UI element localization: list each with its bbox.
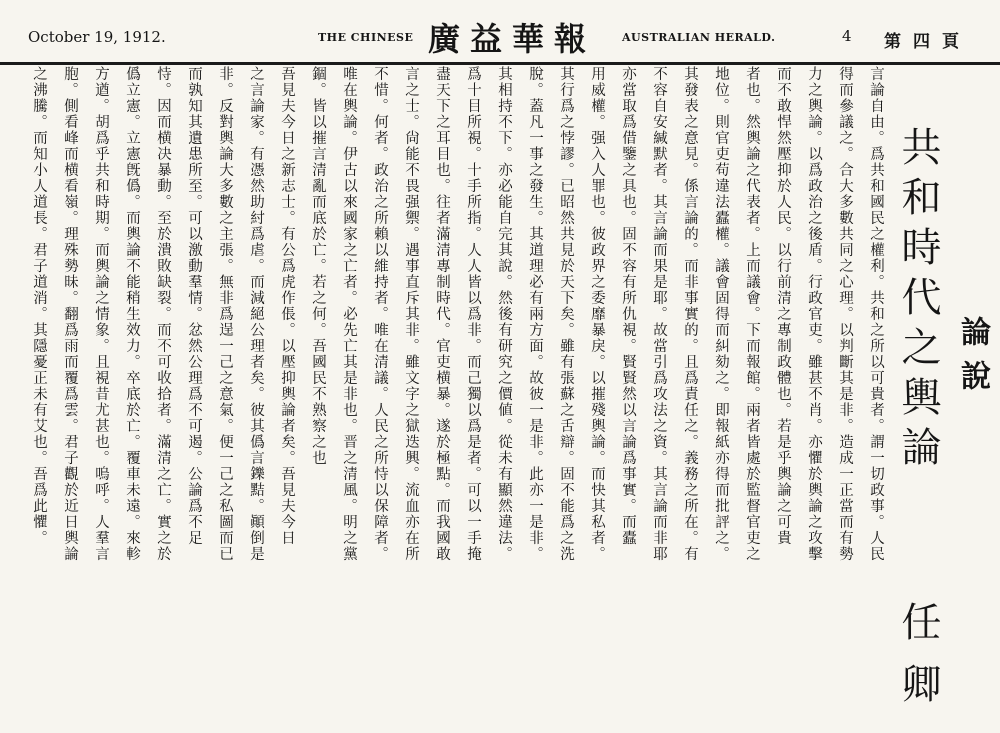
text-column: 其行爲之悖謬。已昭然共見於天下矣。雖有張蘇之舌辯。固不能爲之洗: [558, 66, 574, 562]
text-column: 其相持不下。亦必能自完其說。然後有研究之價値。從未有顯然違法。: [496, 66, 512, 562]
masthead: [0, 0, 1000, 65]
text-column: 之言論家。有憑然助紂爲虐。而減絕公理者矣。彼其僞言鑠黠。顚倒是: [248, 66, 264, 562]
article-author: 任卿: [895, 601, 941, 725]
page-number: 4: [842, 27, 852, 45]
text-column: 力之輿論。以爲政治之後盾。行政官吏。雖甚不肖。亦懼於輿論之攻擊: [806, 66, 822, 562]
text-column: 而孰知其遺患所至。可以激動羣情。忿然公理爲不可遏。公論爲不足: [186, 66, 202, 546]
text-column: 方遒。胡爲乎共和時期。而輿論之情象。且視昔尤甚也。嗚呼。人羣言: [93, 66, 109, 562]
text-column: 吾見夫今日之新志士。有公爲虎作倀。以壓抑輿論者矣。吾見夫今日: [279, 66, 295, 546]
text-column: 錮。皆以摧言清亂而底於亡。若之何。吾國民不熟察之也: [310, 66, 326, 466]
article-headline: 共和時代之輿論: [895, 126, 941, 476]
text-column: 亦當取爲借鑒之具也。固不容有所仇視。賢賢然以言論爲事實。而蠹: [620, 66, 636, 546]
text-column: 不惜。何者。政治之所賴以維持者。唯在清議。人民之所恃以保障者。: [372, 66, 388, 562]
english-title-left: THE CHINESE: [318, 31, 414, 44]
text-column: 言之士。尙能不畏强禦。遇事直斥其非。雖文字之獄迭興。流血亦在所: [403, 66, 419, 562]
issue-date: October 19, 1912.: [28, 28, 166, 46]
section-label: 論說: [955, 316, 990, 404]
text-column: 非。反對輿論大多數之主張。無非爲逞一己之意氣。便一己之私圖而已: [217, 66, 233, 562]
english-title-right: AUSTRALIAN HERALD.: [622, 31, 776, 44]
editorial-article: [0, 66, 1000, 733]
text-column: 唯在輿論。伊古以來國家之亡者。必先亡其是非也。晋之清風。明之黨: [341, 66, 357, 562]
text-column: 盡天下之耳目也。往者滿清專制時代。官吏横暴。遂於極點。而我國敢: [434, 66, 450, 562]
text-column: 得而參議之。合大多數共同之心理。以判斷其是非。造成一正當而有勢: [837, 66, 853, 562]
newspaper-title: 廣益華報: [428, 20, 597, 58]
text-column: 之沸騰。而知小人道長。君子道消。其隱憂正未有艾也。吾爲此懼。: [31, 66, 47, 546]
text-column: 僞立憲。立憲旣僞。而輿論不能稍生效力。卒底於亡。覆車未遠。來軫: [124, 66, 140, 562]
text-column: 地位。則官吏苟違法蠹權。議會固得而糾劾之。即報紙亦得而批評之。: [713, 66, 729, 562]
text-column: 而不敢悍然壓抑於人民。以行前清之專制政體也。若是乎輿論之可貴: [775, 66, 791, 546]
text-column: 其發表之意見。係言論的。而非事實的。且爲責任之。義務之所在。有: [682, 66, 698, 562]
text-column: 不容自安緘默者。其言論而果是耶。故當引爲攻法之資。其言論而非耶: [651, 66, 667, 562]
text-column: 恃。因而横决暴動。至於潰敗缺裂。而不可收拾者。滿清之亡。實之於: [155, 66, 171, 562]
text-column: 爲十目所視。十手所指。人人皆以爲非。而己獨以爲是者。可以一手掩: [465, 66, 481, 562]
text-column: 者也。然輿論之代表者。上而議會。下而報館。兩者皆處於監督官吏之: [744, 66, 760, 562]
page-label-chinese: 第四頁: [884, 32, 971, 52]
text-column: 言論自由。爲共和國民之權利。共和之所以可貴者。謂一切政事。人民: [868, 66, 884, 562]
text-column: 胞。側看峰而横看嶺。理殊勢昧。翻爲雨而覆爲雲。君子觀於近日輿論: [62, 66, 78, 562]
text-column: 脫。蓋凡一事之發生。其道理必有兩方面。故彼一是非。此亦一是非。: [527, 66, 543, 562]
text-column: 用威權。强入人罪也。彼政界之委靡暴戾。以摧殘輿論。而快其私者。: [589, 66, 605, 562]
